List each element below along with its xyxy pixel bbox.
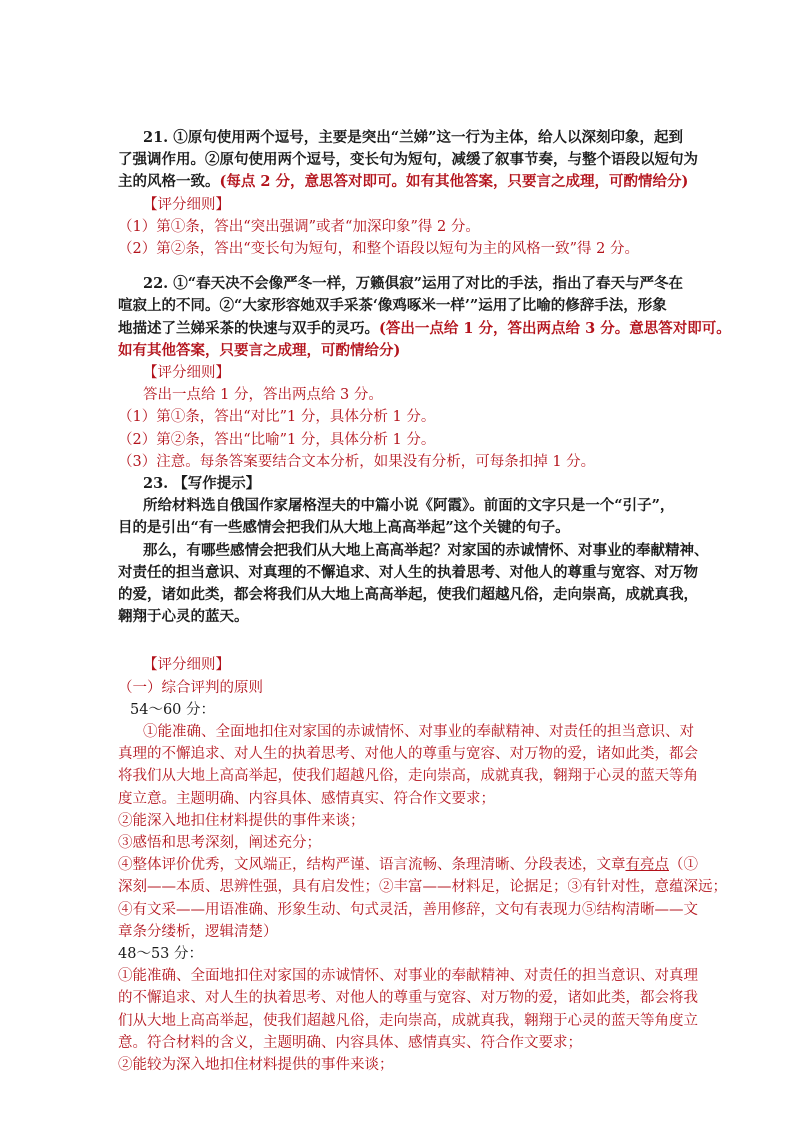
band2-line-2: 的不懈追求、对人生的执着思考、对他人的尊重与宽容、对万物的爱，诸如此类，都会将我 xyxy=(118,990,698,1007)
q21-line-2: 了强调作用。②原句使用两个逗号，变长句为短句，减缓了叙事节奏，与整个语段以短句为 xyxy=(118,151,698,169)
q23-p1-line-1: 所给材料选自俄国作家屠格涅夫的中篇小说《阿霞》。前面的文字只是一个“引子”， xyxy=(143,497,675,515)
q22-rule-3: （3）注意。每条答案要结合文本分析，如果没有分析，可每条扣掉 1 分。 xyxy=(118,453,596,470)
q23-heading: 23. 【写作提示】 xyxy=(143,475,261,492)
band1-line-7: ④整体评价优秀，文风端正，结构严谨、语言流畅、条理清晰、分段表述，文章有亮点（① xyxy=(118,857,698,874)
q23-p1-line-2: 目的是引出“有一些感情会把我们从大地上高高举起”这个关键的句子。 xyxy=(118,519,570,537)
band1-line-1: ①能准确、全面地扣住对家国的赤诚情怀、对事业的奉献精神、对责任的担当意识、对 xyxy=(143,724,694,740)
band1-line-4: 度立意。主题明确、内容具体、感情真实、符合作文要求； xyxy=(118,790,495,807)
q21-rule-1: （1）第①条，答出“突出强调”或者“加深印象”得 2 分。 xyxy=(118,218,480,235)
band1-line-5: ②能深入地扣住材料提供的事件来谈； xyxy=(118,812,365,829)
q23-p2-line-3: 的爱，诸如此类，都会将我们从大地上高高举起，使我们超越凡俗，走向崇高，成就真我， xyxy=(118,586,698,603)
rubric-section-title: （一）综合评判的原则 xyxy=(118,679,263,696)
q22-line-4: 如有其他答案，只要言之成理，可酌情给分) xyxy=(118,341,401,359)
band2-line-3: 们从大地上高高举起，使我们超越凡俗，走向崇高，成就真我，翱翔于心灵的蓝天等角度立 xyxy=(118,1012,698,1029)
q22-line-3: 地描述了兰娣采茶的快速与双手的灵巧。(答出一点给 1 分，答出两点给 3 分。意思答对即可。 xyxy=(118,319,731,337)
band1-line-10: 章条分缕析，逻辑清楚） xyxy=(118,923,278,940)
band1-line-2: 真理的不懈追求、对人生的执着思考、对他人的尊重与宽容、对万物的爱，诸如此类，都会 xyxy=(118,746,698,763)
q22-line-1: 22. ①“春天决不会像严冬一样，万籁俱寂”运用了对比的手法，指出了春天与严冬在 xyxy=(143,275,683,293)
q21-line-3: 主的风格一致。(每点 2 分，意思答对即可。如有其他答案，只要言之成理，可酌情给分) xyxy=(118,173,689,191)
q22-rule-1: （1）第①条，答出“对比”1 分，具体分析 1 分。 xyxy=(118,409,436,426)
q22-line-2: 喧寂上的不同。②“大家形容她双手采茶‘像鸡啄米一样’”运用了比喻的修辞手法，形象 xyxy=(118,297,667,315)
band1-line-3: 将我们从大地上高高举起，使我们超越凡俗，走向崇高，成就真我，翱翔于心灵的蓝天等角 xyxy=(118,768,698,785)
q23-p2-line-1: 那么，有哪些感情会把我们从大地上高高举起？对家国的赤诚情怀、对事业的奉献精神、 xyxy=(143,541,709,559)
q21-rubric-label: 【评分细则】 xyxy=(143,196,230,213)
q22-rubric-label: 【评分细则】 xyxy=(143,365,230,381)
q22-rubric-intro: 答出一点给 1 分，答出两点给 3 分。 xyxy=(143,387,383,404)
q22-rule-2: （2）第②条，答出“比喻”1 分，具体分析 1 分。 xyxy=(118,431,436,448)
band2-line-1: ①能准确、全面地扣住对家国的赤诚情怀、对事业的奉献精神、对责任的担当意识、对真理 xyxy=(118,968,698,985)
band1-range: 54～60 分： xyxy=(130,701,216,718)
rubric-label: 【评分细则】 xyxy=(143,657,230,674)
q21-line-1: 21. ①原句使用两个逗号，主要是突出“兰娣”这一行为主体，给人以深刻印象，起到 xyxy=(143,129,683,146)
q23-p2-line-2: 对责任的担当意识、对真理的不懈追求、对人生的执着思考、对他人的尊重与宽容、对万物 xyxy=(118,563,698,581)
band1-line-6: ③感悟和思考深刻，阐述充分； xyxy=(118,835,321,851)
band2-range: 48～53 分： xyxy=(118,946,204,962)
highlight-underline: 有亮点 xyxy=(625,857,669,874)
band1-line-9: ④有文采——用语准确、形象生动、句式灵活，善用修辞，文句有表现力⑤结构清晰——文 xyxy=(118,901,698,918)
band1-line-8: 深刻——本质、思辨性强，具有启发性；②丰富——材料足，论据足；③有针对性，意蕴深远； xyxy=(118,879,727,896)
band2-line-4: 意。符合材料的含义，主题明确、内容具体、感情真实、符合作文要求； xyxy=(118,1034,582,1051)
q21-rule-2: （2）第②条，答出“变长句为短句，和整个语段以短句为主的风格一致”得 2 分。 xyxy=(118,241,639,257)
band2-line-5: ②能较为深入地扣住材料提供的事件来谈； xyxy=(118,1057,394,1073)
q23-p2-line-4: 翱翔于心灵的蓝天。 xyxy=(118,608,249,626)
